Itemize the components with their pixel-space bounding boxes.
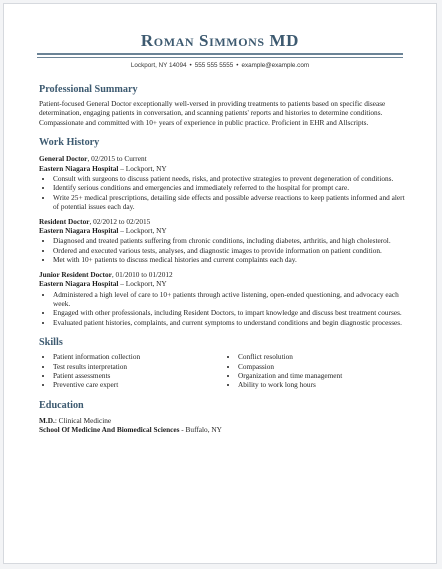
job-title: Junior Resident Doctor xyxy=(39,269,112,279)
job-bullet: • Administered a high level of care to 10+ patients through active listening, open-ended questioning, and advocacy each week. xyxy=(53,290,409,309)
contact-phone: 555 555 5555 xyxy=(194,62,234,69)
job-bullets xyxy=(39,236,409,264)
job-dates: , 01/2010 to 01/2012 xyxy=(111,269,173,279)
job-bullet: • Ordered and executed various tests, analyses, and diagnostic images to provide information on patient condition. xyxy=(53,246,409,255)
degree-field: : Clinical Medicine xyxy=(54,415,112,425)
school-name: School Of Medicine And Biomedical Sciences xyxy=(39,425,180,435)
job-employer: Eastern Niagara Hospital xyxy=(39,163,119,173)
contact-separator: • xyxy=(236,62,239,69)
job-bullet: • Consult with surgeons to discuss patient needs, risks, and protective strategies to prevent degeneration of conditions. xyxy=(53,174,409,183)
job-entry xyxy=(39,270,409,327)
skills-heading: Skills xyxy=(39,337,63,349)
job-location: – Lockport, NY xyxy=(118,279,167,289)
job-location: – Lockport, NY xyxy=(118,163,167,173)
skills-columns xyxy=(39,351,409,390)
job-bullet: • Write 25+ medical prescriptions, detailing side effects and possible adverse reactions to keep patients informed and alert of potential issues each day. xyxy=(53,193,409,212)
candidate-name: Roman Simmons MD xyxy=(140,31,300,50)
header-rule-thin xyxy=(37,57,403,58)
skill-item: • Patient assessments xyxy=(53,371,224,380)
job-bullet: • Diagnosed and treated patients suffering from chronic conditions, including diabetes, arthritis, and high cholesterol. xyxy=(53,236,409,245)
education-section xyxy=(39,399,409,435)
skills-left-column xyxy=(39,352,224,390)
summary-section xyxy=(39,83,409,127)
skill-item: • Organization and time management xyxy=(238,371,409,380)
contact-separator: • xyxy=(189,62,192,69)
summary-text: Patient-focused General Doctor exceptionally well-versed in providing treatments to patients based on specific disease determination, engaging patients in conversation, and scanning patients' reports and histories to determine conditions. Compassionate and committed with 10+ years of experience in public practice. Proficient in EHR and Allscripts. xyxy=(39,99,386,127)
skill-item: • Conflict resolution xyxy=(238,352,409,361)
skill-item: • Preventive care expert xyxy=(53,380,224,389)
header-rule-thick xyxy=(37,53,403,55)
degree: M.D. xyxy=(39,415,55,425)
job-title-line xyxy=(39,270,409,279)
job-employer-line xyxy=(39,164,409,173)
job-title-line xyxy=(39,217,409,226)
degree-line xyxy=(39,416,409,425)
job-bullet: • Engaged with other professionals, including Resident Doctors, to impart knowledge and discuss best treatment courses. xyxy=(53,308,409,317)
education-entry xyxy=(39,416,409,435)
skill-item: • Ability to work long hours xyxy=(238,380,409,389)
job-dates: , 02/2012 to 02/2015 xyxy=(89,216,151,226)
education-heading: Education xyxy=(39,399,84,411)
resume-page xyxy=(3,3,437,564)
school-location: - Buffalo, NY xyxy=(179,425,222,435)
skills-section xyxy=(39,336,409,390)
skill-item: • Patient information collection xyxy=(53,352,224,361)
resume-content xyxy=(39,83,409,435)
contact-location: Lockport, NY 14094 xyxy=(130,62,187,69)
job-location: – Lockport, NY xyxy=(118,226,167,236)
skill-item: • Test results interpretation xyxy=(53,362,224,371)
job-employer: Eastern Niagara Hospital xyxy=(39,226,119,236)
skill-item: • Compassion xyxy=(238,362,409,371)
job-entry xyxy=(39,154,409,211)
job-bullet: • Identify serious conditions and emergencies and immediately referred to the hospital for prompt care. xyxy=(53,183,409,192)
job-title-line xyxy=(39,154,409,163)
contact-email[interactable]: example@example.com xyxy=(241,62,310,69)
summary-heading: Professional Summary xyxy=(39,84,138,95)
job-entry xyxy=(39,217,409,265)
job-title: General Doctor xyxy=(39,154,88,164)
job-title: Resident Doctor xyxy=(39,216,90,226)
work-history-heading: Work History xyxy=(39,137,100,149)
job-bullet: • Met with 10+ patients to discuss medical histories and current complaints each day. xyxy=(53,255,409,264)
school-line xyxy=(39,425,409,434)
job-employer: Eastern Niagara Hospital xyxy=(39,279,119,289)
job-bullets xyxy=(39,290,409,328)
job-dates: , 02/2015 to Current xyxy=(87,154,147,164)
skills-right-column xyxy=(224,352,409,390)
job-employer-line xyxy=(39,226,409,235)
work-history-section xyxy=(39,136,409,327)
contact-line xyxy=(4,62,436,69)
job-bullets xyxy=(39,174,409,212)
job-bullet: • Evaluated patient histories, complaints, and current symptoms to understand conditions and begin diagnostic processes. xyxy=(53,318,409,327)
job-employer-line xyxy=(39,279,409,288)
